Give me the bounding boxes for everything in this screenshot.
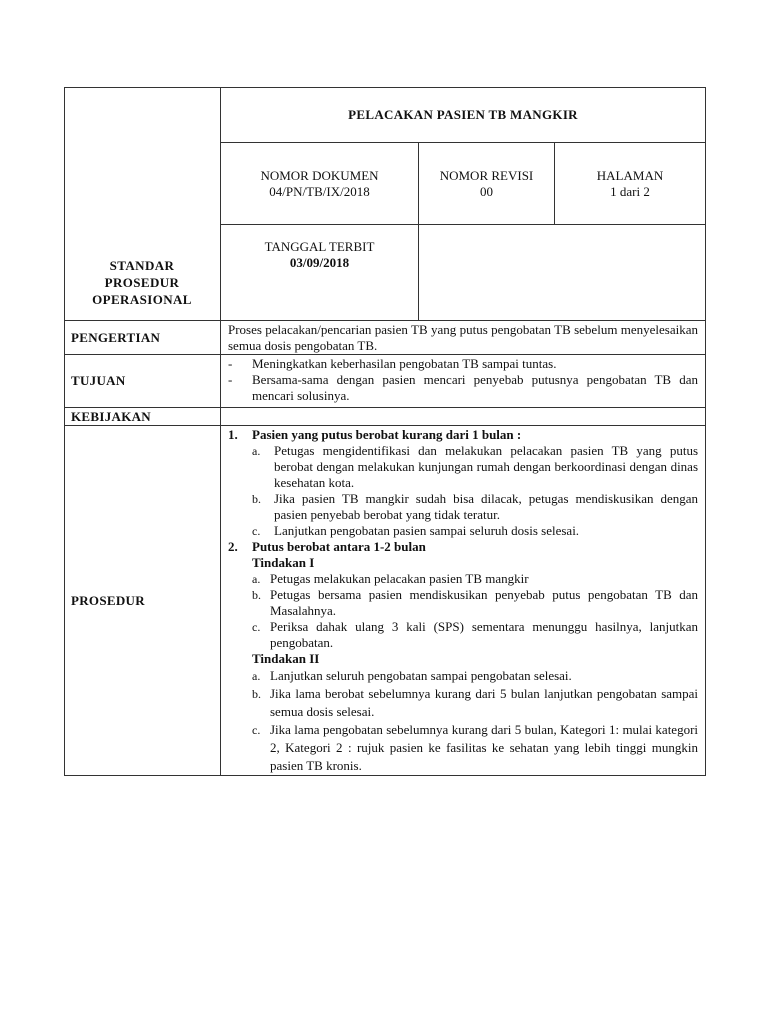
- page-value: 1 dari 2: [610, 183, 650, 199]
- sop-label-line-2: PROSEDUR: [104, 275, 180, 290]
- list-item: - Meningkatkan keberhasilan pengobatan TB sampai tuntas.: [228, 356, 557, 371]
- sop-label-line-3: OPERASIONAL: [92, 292, 192, 307]
- prosedur-content: [221, 426, 706, 776]
- list-item: b. Jika pasien TB mangkir sudah bisa dilacak, petugas mendiskusikan dengan pasien penyebab berobat yang tidak teratur.: [252, 491, 699, 522]
- doc-number-value: 04/PN/TB/IX/2018: [269, 183, 370, 199]
- list-item: b. Jika lama berobat sebelumnya kurang dari 5 bulan lanjutkan pengobatan sampai semua dosis selesai.: [252, 686, 699, 719]
- tindakan-2-title: Tindakan II: [252, 651, 320, 666]
- tindakan-1-title: Tindakan I: [252, 555, 315, 570]
- sop-label-line-1: STANDAR: [109, 258, 175, 273]
- document-title: PELACAKAN PASIEN TB MANGKIR: [221, 88, 706, 143]
- issue-date-cell: [221, 225, 419, 321]
- list-item: c. Lanjutkan pengobatan pasien sampai seluruh dosis selesai.: [252, 523, 580, 538]
- list-item: c. Jika lama pengobatan sebelumnya kurang dari 5 bulan, Kategori 1: mulai kategori 2, Kategori 2 : rujuk pasien ke fasilitas ke sehatan yang lebih tinggi mungkin pasien TB kronis.: [252, 722, 699, 773]
- empty-cell: [419, 225, 706, 321]
- list-item: c. Periksa dahak ulang 3 kali (SPS) sementara menunggu hasilnya, lanjutkan pengobatan.: [252, 619, 699, 650]
- list-item: b. Petugas bersama pasien mendiskusikan penyebab putus pengobatan TB dan Masalahnya.: [252, 587, 699, 618]
- revision-value: 00: [480, 183, 493, 199]
- issue-date-value: 03/09/2018: [289, 255, 350, 270]
- list-item: a. Petugas melakukan pelacakan pasien TB mangkir: [252, 571, 529, 586]
- tujuan-label: TUJUAN: [65, 355, 221, 408]
- kebijakan-text: [221, 408, 706, 426]
- step-1-title: 1. Pasien yang putus berobat kurang dari 1 bulan :: [228, 427, 522, 442]
- revision-label: NOMOR REVISI: [439, 167, 534, 183]
- page-label: HALAMAN: [596, 167, 664, 183]
- kebijakan-label: KEBIJAKAN: [65, 408, 221, 426]
- revision-cell: [419, 143, 555, 225]
- list-item: a. Lanjutkan seluruh pengobatan sampai pengobatan selesai.: [252, 668, 572, 683]
- step-2-title: 2. Putus berobat antara 1-2 bulan: [228, 539, 426, 554]
- tujuan-list: [221, 355, 706, 408]
- list-item: - Bersama-sama dengan pasien mencari penyebab putusnya pengobatan TB dan mencari solusinya.: [228, 372, 699, 403]
- sop-document-table: [64, 87, 706, 776]
- prosedur-label: PROSEDUR: [65, 426, 221, 776]
- pengertian-label: PENGERTIAN: [65, 321, 221, 355]
- doc-number-label: NOMOR DOKUMEN: [260, 167, 379, 183]
- list-item: a. Petugas mengidentifikasi dan melakukan pelacakan pasien TB yang putus berobat dengan melakukan kunjungan rumah dengan berkoordinasi dengan dinas kesehatan kota.: [252, 443, 699, 490]
- page-cell: [555, 143, 706, 225]
- pengertian-text: Proses pelacakan/pencarian pasien TB yang putus pengobatan TB sebelum menyelesaikan semua dosis pengobatan TB.: [221, 321, 706, 355]
- doc-number-cell: [221, 143, 419, 225]
- issue-date-label: TANGGAL TERBIT: [264, 239, 375, 254]
- sop-label: [64, 257, 220, 308]
